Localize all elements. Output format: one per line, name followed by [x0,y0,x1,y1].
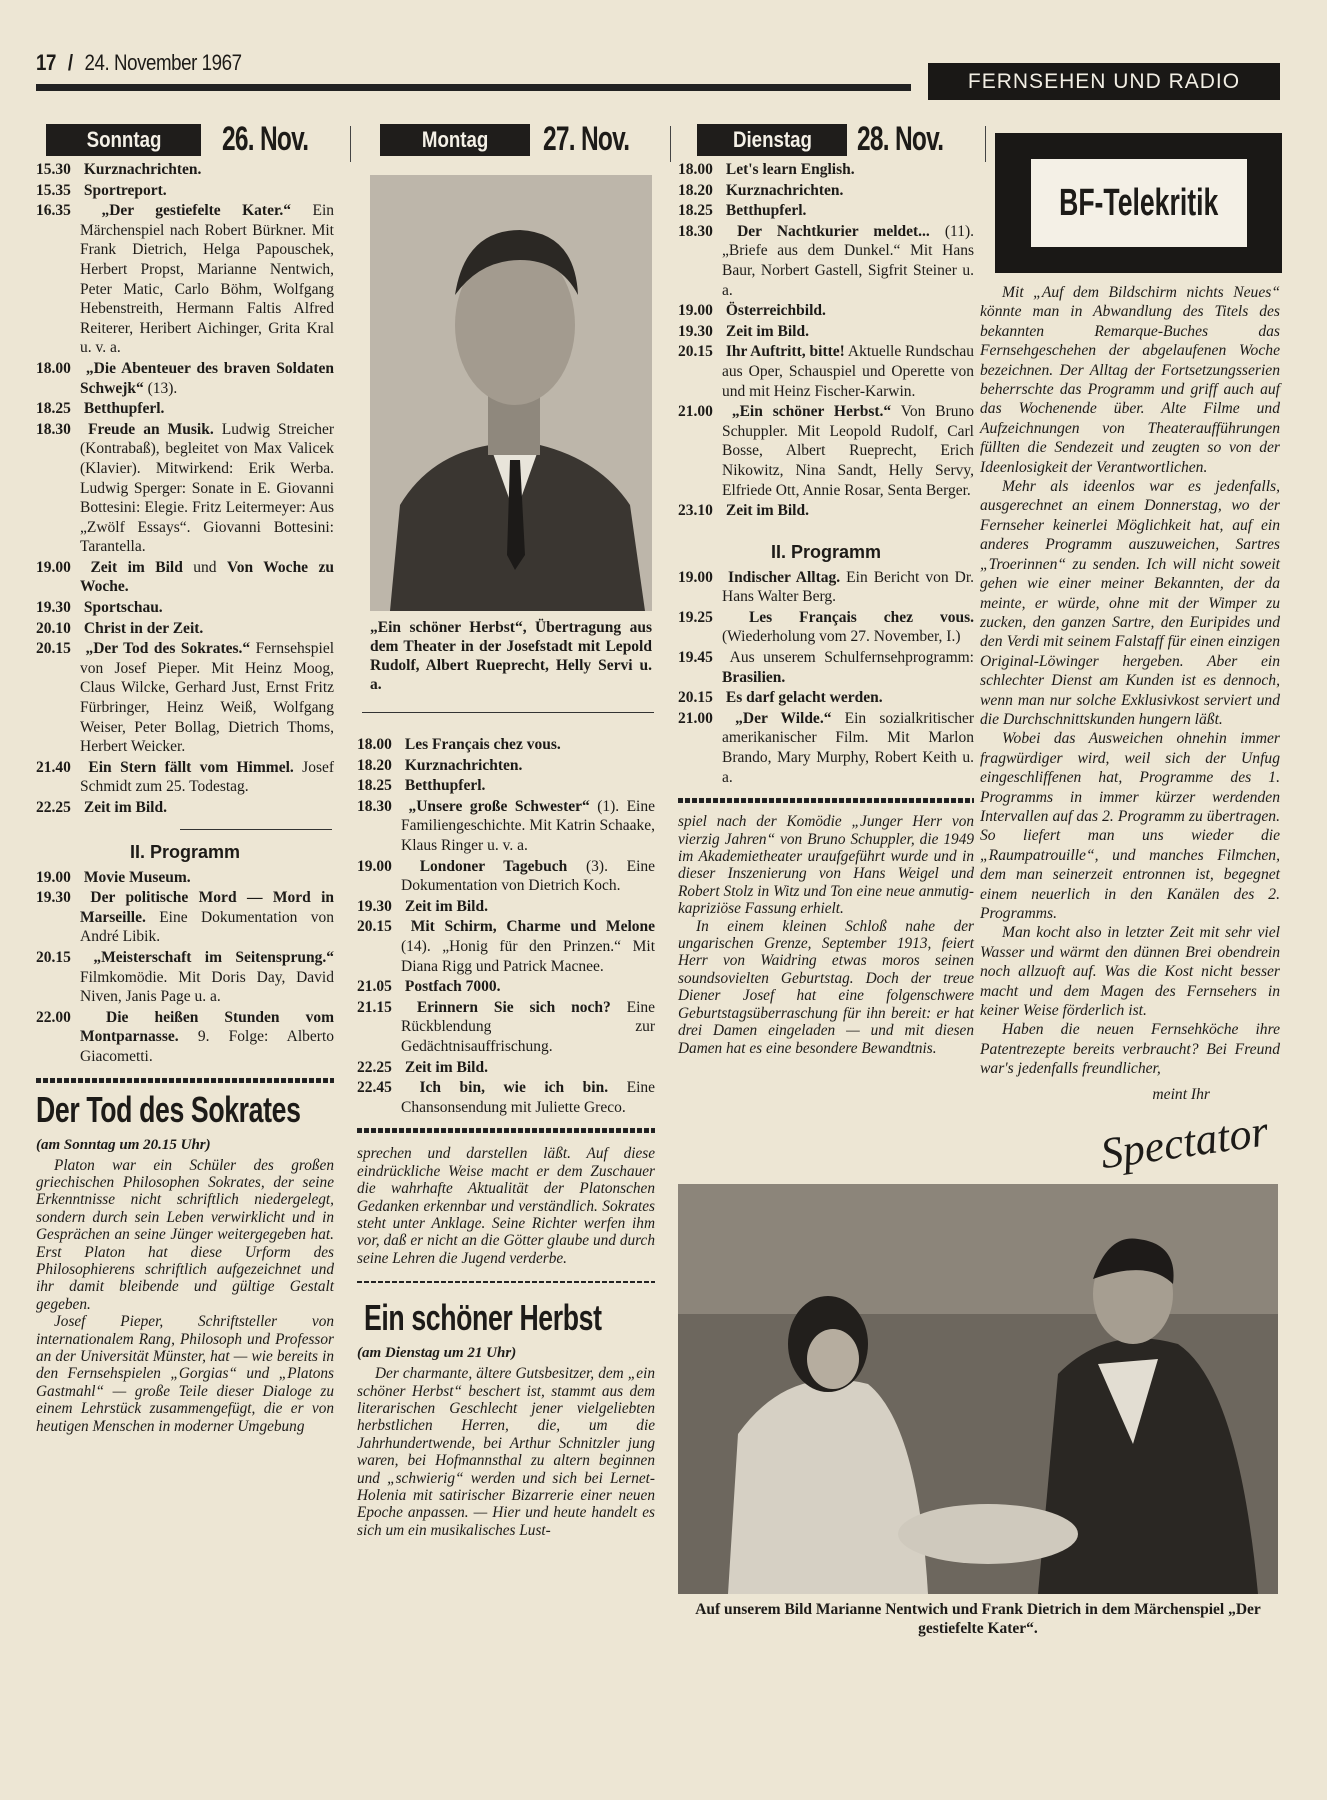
program-title: Sportreport. [83,181,167,199]
program-time: 19.00 [36,558,71,576]
program-title: Ein Stern fällt vom Himmel. [88,758,294,776]
program-title: Les Français chez vous. [404,736,561,753]
program-entry [357,735,655,755]
program-title: Mit Schirm, Charme und Melone [410,918,655,936]
article-paragraph: spiel nach der Komödie „Junger Herr von vierzig Jahren“ von Bruno Schuppler, die 1949 im Akademietheater uraufgeführt wurde und in dieser Inszenierung von Hans Weigel und Robert Stolz in Witz und Ton eine neue anmutig-kapriziöse Fassung erhielt. [678,813,974,918]
program-entry [36,201,334,358]
day-name: Montag [421,127,489,152]
program-time: 22.45 [357,1079,392,1097]
program-list-dienstag [678,160,974,522]
program-entry [36,558,334,597]
column-divider [350,126,351,162]
program-time: 16.35 [36,202,71,220]
divider [362,712,654,713]
program-title: Der Nachtkurier meldet... [737,222,930,240]
program-description: Aus unserem Schulfernsehprogramm: [729,649,974,667]
program-description: Von Bruno Schuppler. Mit Leopold Rudolf, Carl Bosse, Albert Rueprecht, Erich Nikowitz, Nina Sandt, Helly Servy, Elfriede Ott, Annie Rosar, Senta Berger. [722,403,975,499]
program-title: Ich bin, wie ich bin. [419,1079,609,1097]
divider [180,829,332,830]
program-entry [36,758,334,797]
dotted-rule [36,1078,334,1083]
article-headline: Ein schöner Herbst [364,1297,602,1339]
program-description: Ein Märchenspiel nach Robert Bürkner. Mit Frank Dietrich, Helga Papouschek, Herbert Propst, Marianne Nentwich, Peter Matic, Carlo Böhm, Wolfgang Hebenstreith, Hermann Faltis Alfred Reiterer, Heribert Aichinger, Grita Kral u. v. a. [80,202,335,357]
program-description: Ludwig Streicher (Kontrabaß), begleitet von Max Valicek (Klavier). Mitwirkend: Erik Werba. Ludwig Sperger: Sonate in E. Giovanni Bottesini: Elegie. Fritz Leitermeyer: Aus „Zwölf Essays“. Giovanni Bottesini: Tarantella. [80,420,334,556]
day-date: 28. Nov. [857,120,944,158]
program-title-secondary: Von Woche zu Woche. [80,558,335,596]
program-title: Der politische Mord — Mord in Marseille. [80,889,335,926]
program-time: 18.00 [678,161,713,178]
program-title: Zeit im Bild. [725,502,809,520]
program-description: (11). „Briefe aus dem Dunkel.“ Mit Hans Baur, Norbert Gastell, Sigfrit Steiner u. a. [722,222,974,299]
program-title: „Der Tod des Sokrates.“ [85,640,251,658]
program-time: 15.35 [36,181,71,199]
program-entry [36,948,334,1007]
program-title: Indischer Alltag. [728,568,841,586]
program-time: 18.00 [36,359,71,377]
program-description: Ein sozialkritischer amerikanischer Film. Mit Marlon Brando, Mary Murphy, Robert Keith u. a. [722,709,975,786]
program-title: Zeit im Bild [90,558,183,576]
program-title: Betthupferl. [83,400,165,418]
day-date: 27. Nov. [543,120,630,158]
program-entry [678,501,974,521]
program-time: 19.30 [36,599,71,617]
program-title: Es darf gelacht werden. [725,689,883,707]
program-entry [678,222,974,300]
program-time: 21.15 [357,998,392,1016]
kritik-paragraph: Man kocht also in letzter Zeit mit sehr viel Wasser und wärmt den dünnen Brei obendrein noch allzuoft auf. Was die Kost nicht besser macht und dem Magen des Fernsehers in keiner Weise förderlich ist. [980,924,1280,1020]
program-entry [678,201,974,221]
program-entry [36,420,334,557]
article-body-sokrates [36,1157,334,1436]
program-title-secondary: Brasilien. [722,668,786,686]
program-time: 19.00 [678,568,713,586]
program-time: 18.20 [357,756,392,774]
header-rule [36,84,911,91]
kritik-title-box [995,133,1282,273]
second-program-list [678,568,974,788]
program-time: 15.30 [36,161,71,178]
program-description: Fernsehspiel von Josef Pieper. Mit Heinz Moog, Claus Wilcke, Gerhard Just, Ernst Fritz Fürbringer, Heinz Weiß, Wolfgang Weiser, Peter Bollag, Dietrich Thoms, Herbert Weicker. [80,640,335,756]
program-time: 20.15 [678,689,713,707]
program-entry [678,648,974,687]
program-time: 19.00 [357,857,392,875]
section-title-text: FERNSEHEN UND RADIO [967,69,1241,93]
right-columns [678,160,1280,1179]
program-title: „Der gestiefelte Kater.“ [101,202,292,220]
kritik-title-text: BF-Telekritik [1058,181,1219,224]
program-entry [36,798,334,818]
program-description: (13). [147,379,178,397]
program-entry [357,756,655,776]
program-description: (3). Eine Dokumentation von Dietrich Koch. [401,857,656,895]
program-title: „Unsere große Schwester“ [408,797,590,815]
program-entry [678,301,974,321]
article-kicker: (am Dienstag um 21 Uhr) [357,1345,517,1362]
program-title: Let's learn English. [725,161,855,178]
program-time: 20.15 [36,948,71,966]
kritik-title [1031,159,1247,247]
day-date: 26. Nov. [222,120,309,158]
program-time: 18.25 [357,777,392,795]
bottom-photo-caption: Auf unserem Bild Marianne Nentwich und Frank Dietrich in dem Märchenspiel „Der gestiefelte Kater“. [695,1601,1261,1638]
program-description: Ein Bericht von Dr. Hans Walter Berg. [722,568,975,606]
program-entry [36,639,334,757]
program-time: 18.30 [357,797,392,815]
program-time: 21.00 [678,403,713,421]
column-kritik [980,133,1280,1179]
program-entry [678,608,974,647]
article-paragraph: sprechen und darstellen läßt. Auf diese eindrückliche Weise macht er dem Zuschauer die wahrhafte Aktualität der Platonschen Gedanken erkennbar und verständlich. Sokrates steht unter Anklage. Seine Richter werfen ihm vor, daß er nicht an die Götter glaube und durch seine Lehren die Jugend verderbe. [357,1145,655,1267]
photo-portrait [370,175,652,611]
program-time: 19.25 [678,608,713,626]
right-region [678,160,1280,1638]
photo-caption: „Ein schöner Herbst“, Übertragung aus dem Theater in der Josefstadt mit Lepold Rudolf, Albert Rueprecht, Helly Servi u. a. [370,619,652,693]
program-entry [678,181,974,201]
program-entry [36,619,334,639]
program-entry [357,977,655,997]
program-time: 22.25 [36,799,71,816]
program-time: 21.00 [678,709,713,727]
kritik-paragraph: Mit „Auf dem Bildschirm nichts Neues“ könnte man in Abwandlung des Titels des bekannten Remarque-Buches das Fernsehgeschehen der abgelaufenen Woche bezeichnen. Der Alltag der Fortsetzungsserien beherrschte das Programm und griff auch auf das Wochenende über. Alte Filme und Aufzeichnungen von Theateraufführungen füllten die Sendezeit und zeugten so von der Ideenlosigkeit der Verantwortlichen. [980,284,1280,476]
program-entry [36,868,334,888]
second-program-sonntag [36,840,334,1068]
program-time: 18.00 [357,736,392,753]
program-title: Londoner Tagebuch [419,857,568,875]
second-program-dienstag [678,540,974,789]
program-entry [357,897,655,917]
kritik-paragraph: Wobei das Ausweichen ohnehin immer fragwürdiger wird, weil sich der Unfug eingeschliffenen hat, Programme des 1. Programms in immer kürzer werdenden Intervallen auf das 2. Programm zu übertragen. So liefert man uns wieder die „Raumpatrouille“, und manches Filmchen, dem man seinerzeit entronnen ist, begegnet einem neuerlich in den Kanälen des 2. Programms. [980,730,1280,922]
program-time: 23.10 [678,502,713,520]
article-headline: Der Tod des Sokrates [36,1088,301,1130]
program-entry [36,160,334,180]
kritik-body [980,283,1280,1104]
program-title: Betthupferl. [404,777,486,795]
program-title: Movie Museum. [83,868,191,886]
program-description: Eine Rückblendung zur Gedächtnisauffrischung. [401,998,656,1055]
program-entry [678,322,974,342]
program-title: Zeit im Bild. [404,897,488,915]
page-header [36,50,242,76]
program-title: Freude an Musik. [88,420,214,438]
column-sonntag [36,160,334,1435]
article-paragraph: In einem kleinen Schloß nahe der ungarischen Grenze, September 1913, feiert Herr von Waidring etwas moros seinen soundsovielten Geburtstag. Doch der treue Diener Josef hat eine folgenschwere Geburtstagsüberraschung für ihn bereit: er hat drei Damen eingeladen — und mit diesen Damen hat es eine besondere Bewandtnis. [678,917,974,1057]
program-entry [357,1058,655,1078]
program-title: „Meisterschaft im Seitensprung.“ [93,948,334,966]
program-entry [36,598,334,618]
second-program-title: II. Programm [129,841,241,862]
program-time: 18.30 [678,222,713,240]
column-montag [357,175,655,1539]
second-program-title: II. Programm [770,541,882,562]
photo-scene [678,1184,1278,1594]
program-time: 22.25 [357,1058,392,1076]
program-description: Filmkomödie. Mit Doris Day, David Niven, Janis Page u. a. [80,968,334,1006]
program-title: Kurznachrichten. [83,161,202,178]
program-entry [678,709,974,787]
program-time: 21.05 [357,978,392,996]
program-time: 20.15 [36,640,71,658]
program-time: 19.00 [36,868,71,886]
program-time: 20.15 [678,343,713,361]
program-entry [678,688,974,708]
divider [357,1281,655,1283]
program-title: Postfach 7000. [404,978,501,996]
program-title: Betthupferl. [725,202,807,220]
program-entry [357,857,655,896]
program-title: Kurznachrichten. [404,756,523,774]
program-entry [36,359,334,398]
program-entry [36,399,334,419]
program-entry [36,888,334,947]
program-title: Les Français chez vous. [748,608,974,626]
program-entry [357,797,655,856]
article-body-herbst [357,1365,655,1539]
portrait-image [370,175,652,611]
program-description: Josef Schmidt zum 25. Todestag. [80,758,335,796]
program-time: 18.20 [678,181,713,199]
program-description: Eine Chansonsendung mit Juliette Greco. [401,1079,656,1116]
kritik-paragraph: Haben die neuen Fernsehköche ihre Patentrezepte bereits verbraucht? Bei Freund war's jedenfalls freundlicher, [980,1021,1280,1078]
program-time: 21.40 [36,758,71,776]
program-time: 18.25 [678,202,713,220]
program-time: 19.30 [678,322,713,340]
article-continuation-sokrates [357,1145,655,1267]
program-entry [357,917,655,976]
article-paragraph: Josef Pieper, Schriftsteller von internationalem Rang, Philosoph und Professor an der Universität Münster, hat — wie bereits in den Fernsehspielen „Gorgias“ und „Platons Gastmahl“ — große Teile dieser Dialoge zu einem Lehrstück zusammengefügt, die er von heutigen Menschen in moderner Umgebung [36,1313,334,1435]
program-title: „Ein schöner Herbst.“ [731,403,892,421]
program-time: 20.10 [36,619,71,637]
program-description: Eine Dokumentation von André Libik. [80,908,334,946]
program-title: Ihr Auftritt, bitte! [725,343,845,361]
article-paragraph: Platon war ein Schüler des großen griechischen Philosophen Sokrates, der seine Erkenntnisse nicht schriftlich niedergelegt, sondern durch sein Leben verwirklicht und in Gesprächen an seine Jünger weitergegeben hat. Erst Platon hat diese Urform des Philosophierens schriftlich aufgezeichnet und ihr damit bleibende und gültige Gestalt gegeben. [36,1156,334,1313]
page-number: 17 [36,50,56,75]
program-description: (14). „Honig für den Prinzen.“ Mit Diana Rigg und Patrick Macnee. [401,937,655,975]
program-entry [357,998,655,1057]
program-time: 19.00 [678,302,713,320]
program-description: (1). Eine Familiengeschichte. Mit Katrin Schaake, Klaus Ringer u. v. a. [401,797,655,854]
program-title: Österreichbild. [725,302,826,320]
program-time: 22.00 [36,1008,71,1026]
program-title: „Der Wilde.“ [735,709,832,727]
program-entry [678,568,974,607]
program-title: Erinnern Sie sich noch? [416,998,611,1016]
program-title: Christ in der Zeit. [83,619,204,637]
issue-date: 24. November 1967 [84,50,242,75]
kritik-closing: meint Ihr [1152,1085,1210,1103]
program-list-sonntag [36,160,334,819]
program-title: Zeit im Bild. [725,322,809,340]
program-entry [357,1078,655,1117]
article-paragraph: Der charmante, ältere Gutsbesitzer, dem „ein schöner Herbst“ beschert ist, stammt aus dem literarischen Geschlecht jener vielgeliebten herbstlichen Herren, die, um die Jahrhundertwende, bei Arthur Schnitzler jung waren, bei Hofmannsthal zu altern beginnen und „schwierig“ werden und sich bei Lernet-Holenia mit satirischer Bizarrerie einer neuen Epoche anpassen. — Hier und heute handelt es sich um ein musikalisches Lust- [357,1365,655,1539]
program-time: 19.30 [36,889,71,907]
section-title [928,63,1280,100]
program-title: „Die Abenteuer des braven Soldaten Schwejk“ [80,359,334,397]
program-entry [36,181,334,201]
dotted-rule [357,1128,655,1133]
program-time: 19.45 [678,649,713,667]
program-time: 18.30 [36,420,71,438]
program-time: 20.15 [357,918,392,936]
header-separator: / [67,50,73,75]
program-time: 19.30 [357,897,392,915]
column-dienstag [678,160,974,1057]
dotted-rule [678,798,974,803]
day-label-sonntag [46,124,201,156]
program-title: Zeit im Bild. [83,799,167,816]
program-title: Zeit im Bild. [404,1058,488,1076]
program-title: Sportschau. [83,599,163,617]
program-entry [678,402,974,500]
program-title: Kurznachrichten. [725,181,844,199]
day-name: Sonntag [86,127,161,152]
program-entry [678,160,974,180]
program-entry [678,342,974,401]
program-title: Die heißen Stunden vom Montparnasse. [80,1008,334,1046]
program-time: 18.25 [36,400,71,418]
program-list-montag [357,735,655,1118]
program-description: 9. Folge: Alberto Giacometti. [80,1028,334,1065]
program-entry [357,776,655,796]
day-name: Dienstag [732,127,812,152]
signature: Spectator [1097,1106,1272,1179]
scene-image [678,1184,1278,1594]
kritik-paragraph: Mehr als ideenlos war es jedenfalls, ausgerechnet an einem Donnerstag, wo der Fernseher keinerlei Möglichkeit hat, auf ein anderes Programm auszuweichen, Sartres „Troerinnen“ zu senden. Ich will nicht soweit gehen wie einer meiner Bekannten, der da meinte, er würde, ohne mit der Wimper zu zucken, den ganzen Sartre, den Euripides und den Verdi mit seinem Falstaff für einen einzigen Original-Löwinger hergeben. Aber ein schlechter Dienst am Kunden ist es dennoch, wenn man nur solche Exklusivkost serviert und die Durchschnittskunden hungern läßt. [980,478,1280,728]
column-divider [670,126,671,162]
program-description: Aktuelle Rundschau aus Oper, Schauspiel und Operette von und mit Heinz Fischer-Karwin. [722,343,975,400]
program-description: und [193,558,217,576]
article-continuation-herbst [678,813,974,1057]
program-description: (Wiederholung vom 27. November, I.) [722,628,961,646]
day-label-montag [380,124,530,156]
program-entry [36,1008,334,1067]
second-program-list [36,868,334,1067]
day-label-dienstag [697,124,847,156]
article-kicker: (am Sonntag um 20.15 Uhr) [36,1136,211,1153]
